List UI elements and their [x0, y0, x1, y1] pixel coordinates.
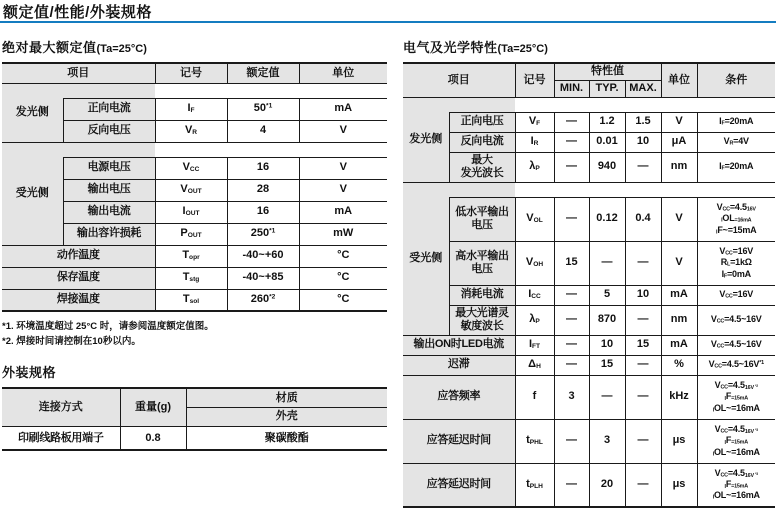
cell-item-label: 反向电压	[63, 120, 155, 142]
group-label: 发光侧	[2, 83, 63, 142]
cell-symbol: $T_{stg}$	[155, 267, 227, 289]
page-title: 额定值/性能/外装规格	[3, 4, 152, 21]
col-header-min: MIN.	[554, 80, 589, 97]
cell-item-label: 应答延迟时间	[403, 419, 515, 463]
table-row	[2, 289, 387, 311]
cell-max-value: —	[625, 375, 661, 419]
cell-symbol: $I_{CC}$	[515, 285, 554, 305]
cell-item-label: 最大 发光波长	[449, 152, 515, 182]
cell-symbol: $I_{OUT}$	[155, 201, 227, 223]
cell-max-value: 0.4	[625, 197, 661, 241]
cell-min-value: —	[554, 419, 589, 463]
cell-symbol: $V_{OUT}$	[155, 179, 227, 201]
abs-max-heading-text: 绝对最大额定值	[2, 40, 97, 55]
electro-optical-heading-condition: (Ta=25°C)	[497, 43, 548, 55]
cell-symbol: $I_R$	[515, 132, 554, 152]
group-empty	[155, 142, 387, 157]
col-header-symbol: 记号	[515, 63, 554, 97]
cell-min-value: —	[554, 197, 589, 241]
exterior-material-value: 聚碳酸酯	[186, 426, 387, 450]
cell-condition: $V_{CC}=4.5_{16V ^{*2} I}F_{=15mA I}OL\sim=16mA$	[697, 375, 775, 419]
cell-condition: $V_{CC}=4.5\sim 16V$	[697, 305, 775, 335]
abs-max-ratings-table	[2, 62, 387, 312]
cell-unit: V	[299, 157, 387, 179]
col-header-item: 项目	[403, 63, 515, 97]
electro-optical-table	[403, 62, 775, 508]
group-row	[2, 142, 387, 157]
cell-item-label: 反向电流	[449, 132, 515, 152]
col-header-symbol: 记号	[155, 63, 227, 83]
cell-unit: V	[661, 197, 697, 241]
cell-unit: μs	[661, 419, 697, 463]
cell-symbol: $V_{OL}$	[515, 197, 554, 241]
cell-item-label: 电源电压	[63, 157, 155, 179]
group-spacer	[63, 83, 155, 98]
exterior-col-connection: 连接方式	[2, 388, 120, 426]
exterior-spec-table	[2, 387, 387, 451]
cell-unit: mA	[299, 201, 387, 223]
cell-max-value: —	[625, 241, 661, 285]
cell-condition: $V_{CC}=4.5_{16V ^{*3} I}F_{=15mA I}OL\sim=16mA$	[697, 419, 775, 463]
cell-item-label: 输出电压	[63, 179, 155, 201]
cell-symbol: $t_{PHL}$	[515, 419, 554, 463]
cell-item-label: 正向电压	[449, 112, 515, 132]
cell-condition: $V_{CC}=16V$ $R_L=1k\Omega$ $I_F=0mA$	[697, 241, 775, 285]
cell-item-label: 低水平输出 电压	[449, 197, 515, 241]
cell-unit: °C	[299, 245, 387, 267]
cell-unit: V	[661, 112, 697, 132]
cell-typ-value: —	[589, 375, 625, 419]
cell-condition: $V_R=4V$	[697, 132, 775, 152]
cell-condition: $I_F=20mA$	[697, 112, 775, 132]
cell-symbol: $T_{opr}$	[155, 245, 227, 267]
cell-max-value: —	[625, 463, 661, 507]
cell-min-value: —	[554, 285, 589, 305]
cell-symbol: $P_{OUT}$	[155, 223, 227, 245]
cell-rated-value: 250$^{*1}$	[227, 223, 299, 245]
cell-unit: kHz	[661, 375, 697, 419]
cell-symbol: $\lambda_P$	[515, 152, 554, 182]
group-empty	[515, 97, 775, 112]
group-empty	[155, 83, 387, 98]
cell-item-label: 应答延迟时间	[403, 463, 515, 507]
cell-rated-value: 16	[227, 157, 299, 179]
cell-condition: $I_F=20mA$	[697, 152, 775, 182]
exterior-col-material-sub: 外壳	[186, 407, 387, 426]
cell-item-label: 最大光谱灵 敏度波长	[449, 305, 515, 335]
cell-min-value: 15	[554, 241, 589, 285]
cell-item-label: 保存温度	[2, 267, 155, 289]
exterior-weight-value: 0.8	[120, 426, 186, 450]
cell-rated-value: -40~+85	[227, 267, 299, 289]
group-spacer	[63, 142, 155, 157]
group-label: 受光侧	[2, 142, 63, 245]
table-row	[2, 245, 387, 267]
group-row	[403, 182, 775, 197]
cell-item-label: 消耗电流	[449, 285, 515, 305]
group-label: 发光侧	[403, 97, 449, 182]
table-row	[2, 426, 387, 450]
cell-symbol: $V_R$	[155, 120, 227, 142]
col-header-rated-value: 额定值	[227, 63, 299, 83]
cell-rated-value: 260$^{*2}$	[227, 289, 299, 311]
cell-typ-value: 0.01	[589, 132, 625, 152]
cell-min-value: —	[554, 355, 589, 375]
group-spacer	[449, 97, 515, 112]
group-empty	[515, 182, 775, 197]
cell-max-value: —	[625, 355, 661, 375]
cell-symbol: $V_{OH}$	[515, 241, 554, 285]
cell-min-value: —	[554, 112, 589, 132]
cell-unit: μs	[661, 463, 697, 507]
cell-condition: $V_{CC}=4.5_{16V I}OL_{=16mA I}F\sim=15mA$	[697, 197, 775, 241]
cell-min-value: —	[554, 152, 589, 182]
title-accent-rule	[0, 21, 776, 23]
table-row	[403, 305, 775, 335]
table-header-row	[2, 63, 387, 83]
exterior-connection-value: 印刷线路板用端子	[2, 426, 120, 450]
left-column	[2, 37, 387, 451]
cell-item-label: 正向电流	[63, 98, 155, 120]
cell-symbol: $I_F$	[155, 98, 227, 120]
cell-unit: nm	[661, 305, 697, 335]
cell-rated-value: -40~+60	[227, 245, 299, 267]
cell-symbol: $I_{FT}$	[515, 335, 554, 355]
cell-item-label: 输出容许损耗	[63, 223, 155, 245]
table-row	[403, 132, 775, 152]
cell-max-value: 10	[625, 132, 661, 152]
cell-rated-value: 28	[227, 179, 299, 201]
table-row	[403, 152, 775, 182]
table-row	[403, 463, 775, 507]
cell-symbol: $V_{CC}$	[155, 157, 227, 179]
cell-symbol: f	[515, 375, 554, 419]
cell-typ-value: 870	[589, 305, 625, 335]
cell-typ-value: —	[589, 241, 625, 285]
cell-item-label: 动作温度	[2, 245, 155, 267]
cell-item-label: 高水平输出 电压	[449, 241, 515, 285]
cell-typ-value: 940	[589, 152, 625, 182]
col-header-unit: 单位	[661, 63, 697, 97]
cell-rated-value: 4	[227, 120, 299, 142]
cell-typ-value: 20	[589, 463, 625, 507]
cell-symbol: $V_F$	[515, 112, 554, 132]
exterior-col-material: 材质	[186, 388, 387, 407]
footnotes	[2, 319, 387, 349]
cell-unit: mA	[661, 335, 697, 355]
table-row	[403, 285, 775, 305]
cell-item-label: 迟滞	[403, 355, 515, 375]
col-header-item: 项目	[2, 63, 155, 83]
cell-condition: $V_{CC}=4.5\sim 16V$	[697, 335, 775, 355]
table-row	[403, 335, 775, 355]
exterior-col-weight: 重量(g)	[120, 388, 186, 426]
cell-symbol: $\Delta_H$	[515, 355, 554, 375]
table-row	[403, 241, 775, 285]
col-header-max: MAX.	[625, 80, 661, 97]
group-row	[2, 83, 387, 98]
group-label: 受光侧	[403, 182, 449, 335]
cell-max-value: —	[625, 419, 661, 463]
cell-typ-value: 0.12	[589, 197, 625, 241]
cell-min-value: —	[554, 335, 589, 355]
table-row	[403, 355, 775, 375]
table-row	[403, 375, 775, 419]
table-row	[403, 197, 775, 241]
cell-condition: $V_{CC}=16V$	[697, 285, 775, 305]
group-spacer	[449, 182, 515, 197]
table-row	[2, 267, 387, 289]
cell-item-label: 输出电流	[63, 201, 155, 223]
cell-unit: °C	[299, 289, 387, 311]
cell-typ-value: 10	[589, 335, 625, 355]
cell-symbol: $T_{sol}$	[155, 289, 227, 311]
cell-typ-value: 3	[589, 419, 625, 463]
cell-condition: $V_{CC}=4.5_{16V ^{*3} I}F_{=15mA I}OL\sim=16mA$	[697, 463, 775, 507]
col-header-condition: 条件	[697, 63, 775, 97]
cell-symbol: $\lambda_P$	[515, 305, 554, 335]
cell-max-value: —	[625, 305, 661, 335]
cell-max-value: 10	[625, 285, 661, 305]
cell-min-value: 3	[554, 375, 589, 419]
table-row	[403, 419, 775, 463]
cell-min-value: —	[554, 305, 589, 335]
electro-optical-heading	[403, 37, 775, 56]
right-column	[403, 37, 775, 508]
electro-optical-heading-text: 电气及光学特性	[403, 40, 498, 55]
col-header-characteristic-value: 特性值	[554, 63, 661, 80]
col-header-unit: 单位	[299, 63, 387, 83]
exterior-heading: 外装规格	[2, 365, 57, 381]
cell-item-label: 输出ON时LED电流	[403, 335, 515, 355]
footnote-2: *2. 焊接时间请控制在10秒以内。	[2, 336, 141, 348]
cell-unit: mA	[661, 285, 697, 305]
table-row	[403, 112, 775, 132]
cell-max-value: —	[625, 152, 661, 182]
cell-max-value: 15	[625, 335, 661, 355]
cell-typ-value: 5	[589, 285, 625, 305]
cell-unit: V	[661, 241, 697, 285]
cell-unit: mA	[299, 98, 387, 120]
cell-typ-value: 1.2	[589, 112, 625, 132]
cell-item-label: 焊接温度	[2, 289, 155, 311]
cell-min-value: —	[554, 132, 589, 152]
group-row	[403, 97, 775, 112]
cell-unit: nm	[661, 152, 697, 182]
cell-min-value: —	[554, 463, 589, 507]
cell-unit: %	[661, 355, 697, 375]
footnote-1: *1. 环境温度超过 25°C 时，请参阅温度额定值图。	[2, 321, 214, 332]
abs-max-heading	[2, 37, 387, 56]
cell-rated-value: 16	[227, 201, 299, 223]
cell-typ-value: 15	[589, 355, 625, 375]
cell-condition: $V_{CC}=4.5\sim 16V^{*1}$	[697, 355, 775, 375]
cell-rated-value: 50$^{*1}$	[227, 98, 299, 120]
cell-unit: V	[299, 179, 387, 201]
col-header-typ: TYP.	[589, 80, 625, 97]
cell-unit: V	[299, 120, 387, 142]
cell-unit: μA	[661, 132, 697, 152]
table-header-row-1	[403, 63, 775, 80]
cell-max-value: 1.5	[625, 112, 661, 132]
cell-unit: °C	[299, 267, 387, 289]
abs-max-heading-condition: (Ta=25°C)	[96, 43, 147, 55]
cell-unit: mW	[299, 223, 387, 245]
cell-symbol: $t_{PLH}$	[515, 463, 554, 507]
cell-item-label: 应答频率	[403, 375, 515, 419]
